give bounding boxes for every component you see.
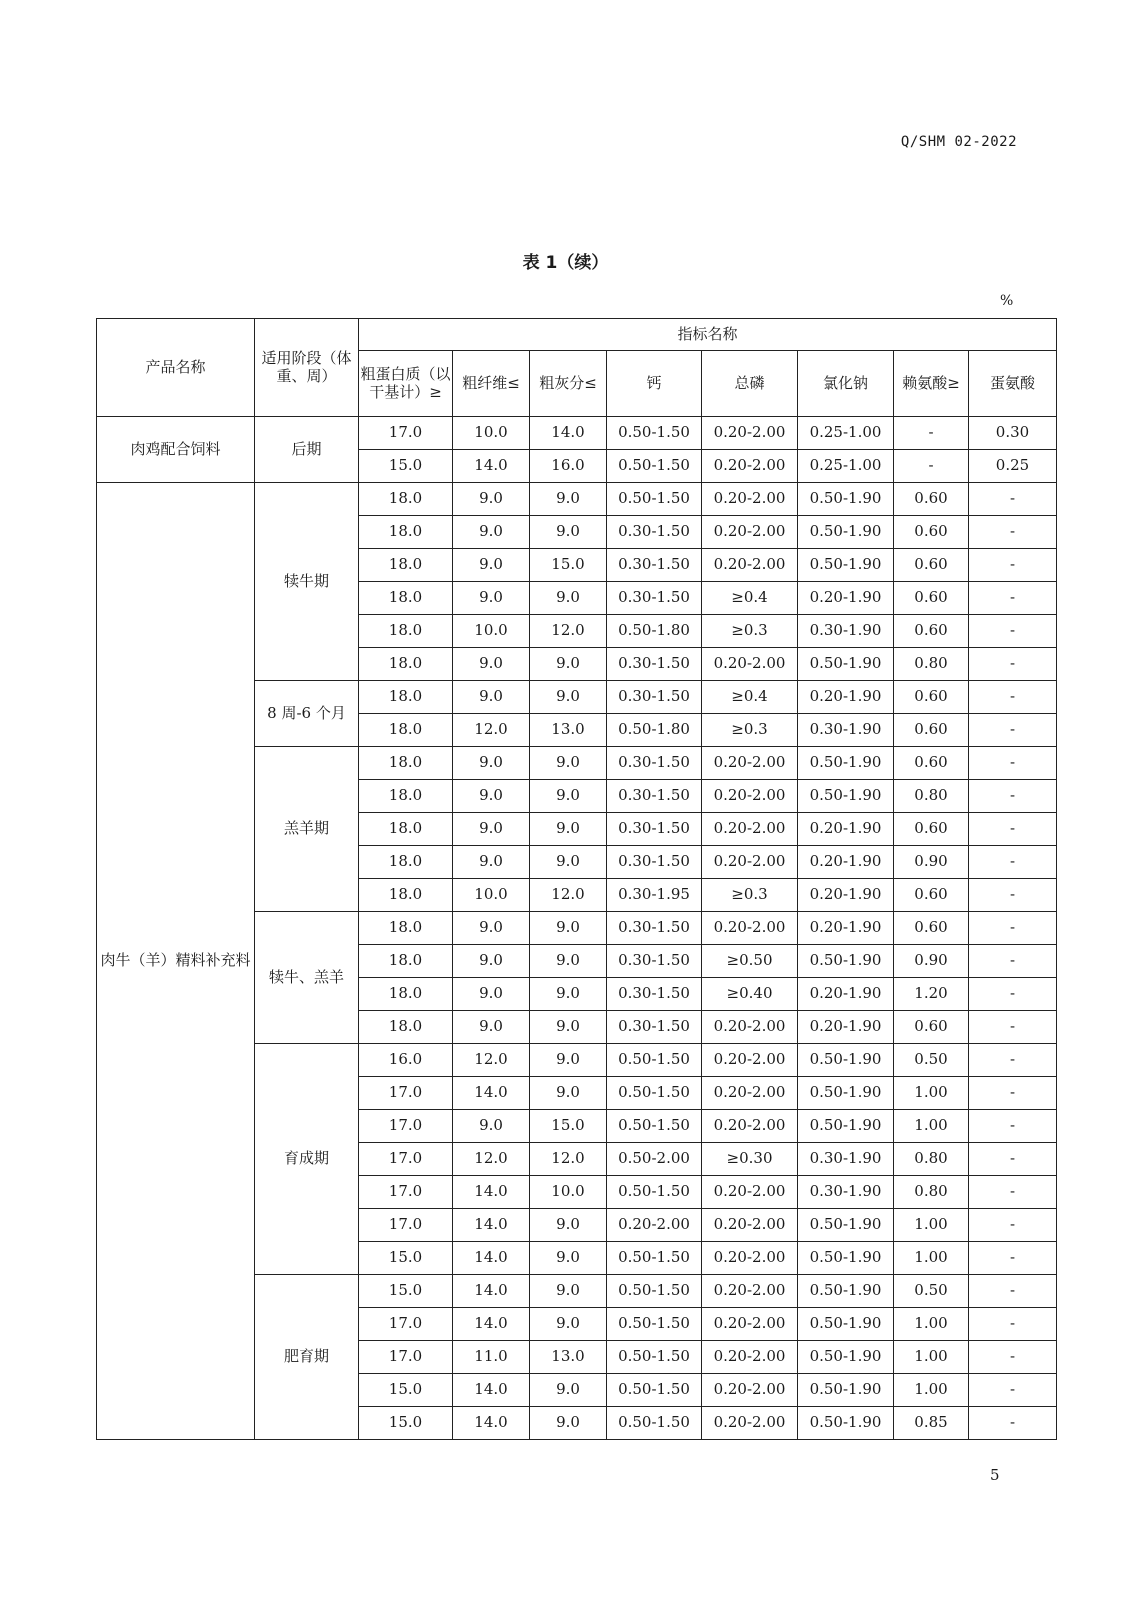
value-cell: 9.0	[530, 1077, 607, 1110]
value-cell: 0.20-2.00	[702, 417, 798, 450]
value-cell: 12.0	[530, 615, 607, 648]
value-cell: 0.50-1.90	[798, 747, 894, 780]
table-title: 表 1（续）	[522, 253, 609, 273]
value-cell: 0.20-2.00	[702, 1374, 798, 1407]
value-cell: 0.20-1.90	[798, 1011, 894, 1044]
value-cell: 9.0	[530, 978, 607, 1011]
value-cell: 12.0	[453, 1044, 530, 1077]
col-header-calcium: 钙	[607, 351, 702, 417]
stage-cell: 8 周-6 个月	[255, 681, 359, 747]
value-cell: 0.30-1.90	[798, 615, 894, 648]
value-cell: 0.20-2.00	[702, 912, 798, 945]
value-cell: 18.0	[359, 780, 453, 813]
col-header-methionine: 蛋氨酸	[969, 351, 1057, 417]
value-cell: -	[894, 450, 969, 483]
col-header-sodium-chloride: 氯化钠	[798, 351, 894, 417]
value-cell: 0.50-1.50	[607, 450, 702, 483]
value-cell: 0.50-1.90	[798, 1044, 894, 1077]
value-cell: 0.50-1.80	[607, 714, 702, 747]
value-cell: 0.80	[894, 1176, 969, 1209]
value-cell: 0.30-1.50	[607, 912, 702, 945]
value-cell: 0.30-1.90	[798, 1176, 894, 1209]
value-cell: -	[969, 978, 1057, 1011]
value-cell: 9.0	[453, 681, 530, 714]
value-cell: 15.0	[530, 1110, 607, 1143]
value-cell: 9.0	[453, 978, 530, 1011]
value-cell: ≥0.4	[702, 582, 798, 615]
value-cell: 15.0	[359, 1374, 453, 1407]
value-cell: 0.20-2.00	[702, 747, 798, 780]
value-cell: -	[969, 780, 1057, 813]
value-cell: 0.20-2.00	[702, 549, 798, 582]
value-cell: 0.50-1.90	[798, 1341, 894, 1374]
value-cell: 0.50-1.50	[607, 1077, 702, 1110]
page-number: 5	[990, 1466, 1000, 1484]
value-cell: 10.0	[453, 615, 530, 648]
value-cell: 9.0	[453, 1110, 530, 1143]
table-row	[97, 483, 1057, 516]
value-cell: 9.0	[453, 813, 530, 846]
value-cell: 0.30-1.90	[798, 714, 894, 747]
value-cell: 0.50-1.90	[798, 1407, 894, 1440]
value-cell: 0.60	[894, 615, 969, 648]
value-cell: ≥0.3	[702, 714, 798, 747]
product-name-cell: 肉鸡配合饲料	[97, 417, 255, 483]
value-cell: -	[969, 549, 1057, 582]
value-cell: 10.0	[453, 879, 530, 912]
value-cell: 9.0	[530, 780, 607, 813]
value-cell: 0.80	[894, 648, 969, 681]
col-header-total-phosphorus: 总磷	[702, 351, 798, 417]
value-cell: -	[969, 615, 1057, 648]
value-cell: ≥0.40	[702, 978, 798, 1011]
value-cell: 0.20-1.90	[798, 813, 894, 846]
value-cell: ≥0.4	[702, 681, 798, 714]
value-cell: -	[969, 912, 1057, 945]
value-cell: 9.0	[530, 1011, 607, 1044]
value-cell: 18.0	[359, 582, 453, 615]
value-cell: ≥0.3	[702, 615, 798, 648]
value-cell: 0.50-1.50	[607, 1308, 702, 1341]
value-cell: 9.0	[453, 912, 530, 945]
value-cell: 0.20-2.00	[607, 1209, 702, 1242]
value-cell: 11.0	[453, 1341, 530, 1374]
col-header-crude-ash: 粗灰分≤	[530, 351, 607, 417]
value-cell: 12.0	[453, 1143, 530, 1176]
value-cell: 1.00	[894, 1341, 969, 1374]
stage-cell: 育成期	[255, 1044, 359, 1275]
value-cell: 18.0	[359, 648, 453, 681]
value-cell: 13.0	[530, 714, 607, 747]
nutrient-spec-table	[96, 318, 1057, 1440]
value-cell: 0.20-1.90	[798, 978, 894, 1011]
value-cell: 0.20-2.00	[702, 1341, 798, 1374]
value-cell: 0.50-1.90	[798, 780, 894, 813]
value-cell: 0.50-1.90	[798, 549, 894, 582]
value-cell: 18.0	[359, 912, 453, 945]
value-cell: 18.0	[359, 615, 453, 648]
value-cell: 9.0	[453, 582, 530, 615]
value-cell: 9.0	[530, 1407, 607, 1440]
value-cell: 0.50-1.90	[798, 1209, 894, 1242]
value-cell: 14.0	[453, 1374, 530, 1407]
value-cell: -	[894, 417, 969, 450]
value-cell: 9.0	[530, 516, 607, 549]
value-cell: 0.25-1.00	[798, 450, 894, 483]
value-cell: 9.0	[530, 1044, 607, 1077]
value-cell: 0.30-1.50	[607, 648, 702, 681]
value-cell: -	[969, 483, 1057, 516]
value-cell: 17.0	[359, 1209, 453, 1242]
value-cell: 14.0	[453, 1176, 530, 1209]
value-cell: 1.00	[894, 1308, 969, 1341]
value-cell: 9.0	[530, 747, 607, 780]
table-row	[97, 417, 1057, 450]
value-cell: 9.0	[530, 582, 607, 615]
value-cell: 0.50-1.90	[798, 648, 894, 681]
value-cell: 9.0	[530, 1275, 607, 1308]
col-header-crude-fiber: 粗纤维≤	[453, 351, 530, 417]
value-cell: 0.50	[894, 1044, 969, 1077]
value-cell: 0.30-1.50	[607, 549, 702, 582]
value-cell: 0.60	[894, 813, 969, 846]
product-name-cell: 肉牛（羊）精料补充料	[97, 483, 255, 1440]
value-cell: 0.30-1.50	[607, 681, 702, 714]
value-cell: 0.25-1.00	[798, 417, 894, 450]
value-cell: 0.20-2.00	[702, 1275, 798, 1308]
value-cell: -	[969, 1011, 1057, 1044]
value-cell: -	[969, 1077, 1057, 1110]
value-cell: 0.50-1.50	[607, 483, 702, 516]
value-cell: 0.50-1.90	[798, 945, 894, 978]
value-cell: 9.0	[453, 945, 530, 978]
value-cell: 1.00	[894, 1110, 969, 1143]
value-cell: 9.0	[530, 1242, 607, 1275]
value-cell: ≥0.3	[702, 879, 798, 912]
value-cell: 0.60	[894, 483, 969, 516]
value-cell: 9.0	[453, 780, 530, 813]
value-cell: 17.0	[359, 417, 453, 450]
stage-cell: 羔羊期	[255, 747, 359, 912]
value-cell: 0.50-1.90	[798, 1275, 894, 1308]
value-cell: 9.0	[453, 483, 530, 516]
value-cell: -	[969, 648, 1057, 681]
value-cell: 0.30-1.50	[607, 582, 702, 615]
value-cell: 0.50-1.90	[798, 1242, 894, 1275]
value-cell: 0.20-1.90	[798, 582, 894, 615]
value-cell: 0.50-1.50	[607, 1275, 702, 1308]
value-cell: 18.0	[359, 714, 453, 747]
value-cell: 14.0	[453, 1077, 530, 1110]
value-cell: 0.50-1.50	[607, 1176, 702, 1209]
col-header-product: 产品名称	[97, 319, 255, 417]
value-cell: -	[969, 1110, 1057, 1143]
col-header-lysine: 赖氨酸≥	[894, 351, 969, 417]
value-cell: -	[969, 813, 1057, 846]
value-cell: -	[969, 1209, 1057, 1242]
value-cell: 16.0	[530, 450, 607, 483]
value-cell: 0.20-2.00	[702, 450, 798, 483]
value-cell: 0.50	[894, 1275, 969, 1308]
value-cell: 14.0	[453, 1407, 530, 1440]
value-cell: 0.60	[894, 912, 969, 945]
value-cell: 0.90	[894, 945, 969, 978]
value-cell: -	[969, 681, 1057, 714]
value-cell: 0.60	[894, 681, 969, 714]
value-cell: -	[969, 1176, 1057, 1209]
value-cell: 10.0	[453, 417, 530, 450]
value-cell: 0.20-2.00	[702, 483, 798, 516]
value-cell: 17.0	[359, 1143, 453, 1176]
value-cell: 0.50-1.50	[607, 1407, 702, 1440]
value-cell: 9.0	[530, 648, 607, 681]
value-cell: 18.0	[359, 1011, 453, 1044]
value-cell: 1.00	[894, 1374, 969, 1407]
value-cell: 9.0	[530, 681, 607, 714]
table-body	[97, 417, 1057, 1440]
value-cell: 18.0	[359, 681, 453, 714]
value-cell: 0.60	[894, 516, 969, 549]
value-cell: 9.0	[453, 516, 530, 549]
value-cell: 0.30-1.50	[607, 747, 702, 780]
value-cell: 18.0	[359, 879, 453, 912]
value-cell: 9.0	[453, 747, 530, 780]
stage-cell: 肥育期	[255, 1275, 359, 1440]
value-cell: 9.0	[530, 483, 607, 516]
value-cell: 0.30	[969, 417, 1057, 450]
col-header-stage: 适用阶段（体重、周）	[255, 319, 359, 417]
value-cell: 0.20-2.00	[702, 648, 798, 681]
value-cell: -	[969, 945, 1057, 978]
value-cell: 0.50-1.90	[798, 483, 894, 516]
value-cell: -	[969, 1242, 1057, 1275]
value-cell: 12.0	[453, 714, 530, 747]
value-cell: 14.0	[453, 1209, 530, 1242]
value-cell: 0.30-1.50	[607, 780, 702, 813]
value-cell: 0.20-2.00	[702, 1308, 798, 1341]
value-cell: ≥0.50	[702, 945, 798, 978]
value-cell: 0.20-1.90	[798, 681, 894, 714]
value-cell: 0.30-1.50	[607, 516, 702, 549]
value-cell: -	[969, 846, 1057, 879]
value-cell: -	[969, 1308, 1057, 1341]
value-cell: 9.0	[530, 1374, 607, 1407]
value-cell: 9.0	[453, 846, 530, 879]
value-cell: 0.50-1.90	[798, 1308, 894, 1341]
value-cell: 17.0	[359, 1176, 453, 1209]
value-cell: 0.20-1.90	[798, 846, 894, 879]
value-cell: 0.60	[894, 747, 969, 780]
value-cell: 0.30-1.50	[607, 813, 702, 846]
value-cell: 0.50-1.50	[607, 1242, 702, 1275]
value-cell: 0.20-2.00	[702, 1110, 798, 1143]
value-cell: 15.0	[359, 1407, 453, 1440]
unit-label: %	[1000, 293, 1014, 309]
col-header-indicator-group: 指标名称	[359, 319, 1057, 351]
value-cell: 0.30-1.50	[607, 846, 702, 879]
value-cell: 9.0	[530, 945, 607, 978]
value-cell: 0.30-1.50	[607, 978, 702, 1011]
value-cell: 1.00	[894, 1242, 969, 1275]
value-cell: -	[969, 1407, 1057, 1440]
value-cell: 0.50-1.80	[607, 615, 702, 648]
value-cell: 0.20-1.90	[798, 912, 894, 945]
value-cell: 0.50-2.00	[607, 1143, 702, 1176]
value-cell: 0.20-2.00	[702, 1407, 798, 1440]
value-cell: 1.20	[894, 978, 969, 1011]
value-cell: 0.30-1.50	[607, 945, 702, 978]
value-cell: 12.0	[530, 879, 607, 912]
value-cell: 9.0	[530, 846, 607, 879]
value-cell: 10.0	[530, 1176, 607, 1209]
value-cell: -	[969, 1044, 1057, 1077]
value-cell: 0.80	[894, 1143, 969, 1176]
value-cell: -	[969, 714, 1057, 747]
value-cell: 0.20-2.00	[702, 780, 798, 813]
stage-cell: 犊牛、羔羊	[255, 912, 359, 1044]
value-cell: 0.20-2.00	[702, 1209, 798, 1242]
value-cell: 0.50-1.50	[607, 1341, 702, 1374]
stage-cell: 犊牛期	[255, 483, 359, 681]
value-cell: 9.0	[530, 813, 607, 846]
value-cell: 18.0	[359, 978, 453, 1011]
value-cell: 0.50-1.50	[607, 1110, 702, 1143]
col-header-crude-protein: 粗蛋白质（以干基计）≥	[359, 351, 453, 417]
value-cell: -	[969, 747, 1057, 780]
value-cell: 14.0	[453, 450, 530, 483]
value-cell: 0.20-2.00	[702, 1044, 798, 1077]
value-cell: 14.0	[453, 1308, 530, 1341]
value-cell: 15.0	[359, 450, 453, 483]
value-cell: 18.0	[359, 846, 453, 879]
value-cell: 0.20-1.90	[798, 879, 894, 912]
value-cell: 0.50-1.50	[607, 1044, 702, 1077]
value-cell: 15.0	[359, 1242, 453, 1275]
value-cell: 0.20-2.00	[702, 1242, 798, 1275]
value-cell: 0.30-1.90	[798, 1143, 894, 1176]
value-cell: 18.0	[359, 483, 453, 516]
value-cell: 0.60	[894, 714, 969, 747]
value-cell: 0.20-2.00	[702, 846, 798, 879]
value-cell: 18.0	[359, 516, 453, 549]
value-cell: 17.0	[359, 1308, 453, 1341]
value-cell: 0.20-2.00	[702, 813, 798, 846]
value-cell: 18.0	[359, 747, 453, 780]
value-cell: ≥0.30	[702, 1143, 798, 1176]
value-cell: 9.0	[453, 648, 530, 681]
value-cell: 14.0	[530, 417, 607, 450]
value-cell: 0.20-2.00	[702, 1077, 798, 1110]
value-cell: 15.0	[530, 549, 607, 582]
value-cell: 0.20-2.00	[702, 516, 798, 549]
value-cell: 9.0	[453, 1011, 530, 1044]
value-cell: 0.30-1.95	[607, 879, 702, 912]
value-cell: 9.0	[530, 912, 607, 945]
value-cell: -	[969, 582, 1057, 615]
value-cell: 0.60	[894, 549, 969, 582]
value-cell: 0.60	[894, 879, 969, 912]
value-cell: -	[969, 1143, 1057, 1176]
value-cell: -	[969, 1275, 1057, 1308]
value-cell: 14.0	[453, 1242, 530, 1275]
document-code: Q/SHM 02-2022	[900, 134, 1017, 150]
value-cell: 17.0	[359, 1077, 453, 1110]
value-cell: 13.0	[530, 1341, 607, 1374]
value-cell: 0.80	[894, 780, 969, 813]
value-cell: 0.20-2.00	[702, 1011, 798, 1044]
value-cell: 0.50-1.90	[798, 1077, 894, 1110]
value-cell: -	[969, 879, 1057, 912]
value-cell: 1.00	[894, 1209, 969, 1242]
value-cell: 14.0	[453, 1275, 530, 1308]
value-cell: 0.50-1.90	[798, 1374, 894, 1407]
stage-cell: 后期	[255, 417, 359, 483]
value-cell: 0.50-1.50	[607, 417, 702, 450]
value-cell: 0.20-2.00	[702, 1176, 798, 1209]
value-cell: 18.0	[359, 813, 453, 846]
value-cell: 1.00	[894, 1077, 969, 1110]
value-cell: 15.0	[359, 1275, 453, 1308]
value-cell: 18.0	[359, 549, 453, 582]
value-cell: 0.50-1.90	[798, 1110, 894, 1143]
value-cell: 9.0	[530, 1209, 607, 1242]
value-cell: 17.0	[359, 1110, 453, 1143]
value-cell: 0.90	[894, 846, 969, 879]
value-cell: 0.85	[894, 1407, 969, 1440]
value-cell: 0.60	[894, 1011, 969, 1044]
value-cell: 0.60	[894, 582, 969, 615]
value-cell: -	[969, 516, 1057, 549]
value-cell: 0.30-1.50	[607, 1011, 702, 1044]
value-cell: 0.50-1.90	[798, 516, 894, 549]
value-cell: 17.0	[359, 1341, 453, 1374]
value-cell: 16.0	[359, 1044, 453, 1077]
value-cell: 9.0	[453, 549, 530, 582]
value-cell: 12.0	[530, 1143, 607, 1176]
value-cell: 0.50-1.50	[607, 1374, 702, 1407]
value-cell: -	[969, 1374, 1057, 1407]
value-cell: 9.0	[530, 1308, 607, 1341]
value-cell: -	[969, 1341, 1057, 1374]
value-cell: 0.25	[969, 450, 1057, 483]
value-cell: 18.0	[359, 945, 453, 978]
